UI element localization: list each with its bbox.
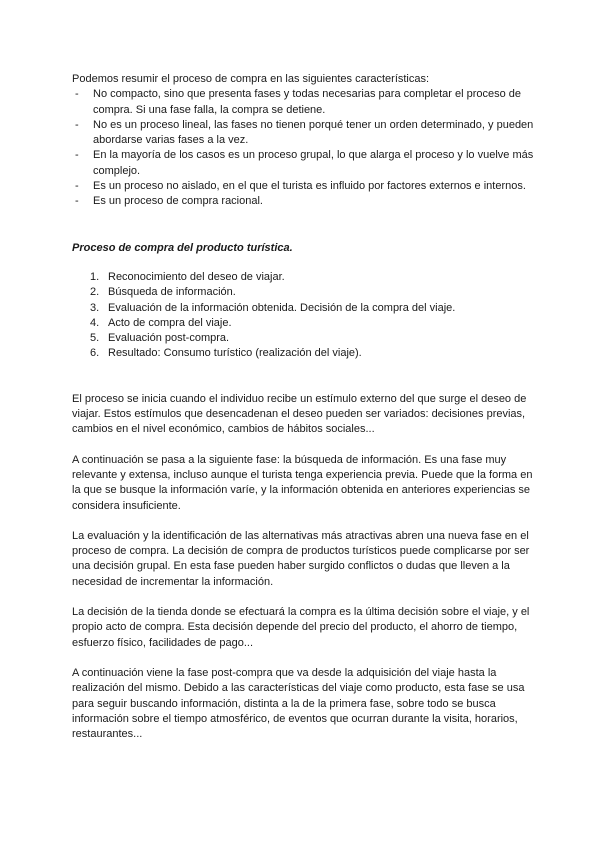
step-text: Reconocimiento del deseo de viajar. [108,270,285,283]
list-item: - Es un proceso de compra racional. [72,194,534,209]
step-number: 4. [90,316,100,329]
step-number: 6. [90,347,100,360]
step-text: Evaluación post-compra. [108,332,230,345]
step-text: Evaluación de la información obtenida. Decisión de la compra del viaje. [108,301,456,314]
step-item [72,331,534,346]
body-paragraph: La evaluación y la identificación de las alternativas más atractivas abren una nueva fase en el proceso de compra. La decisión de compra de productos turísticos puede complicarse por ser una decisión grupal. En esta fase pueden haber surgido conflictos o dudas que lleven a la necesidad de incrementar la información. [72,529,530,588]
purchase-steps-list [72,270,534,362]
step-number: 3. [90,301,100,314]
step-text: Búsqueda de información. [108,286,236,299]
body-paragraph: El proceso se inicia cuando el individuo recibe un estímulo externo del que surge el deseo de viajar. Estos estímulos que desencadenan el deseo pueden ser variados: decisiones previas, cambios en el nivel económico, cambios de hábitos sociales... [72,392,527,436]
list-item: - En la mayoría de los casos es un proceso grupal, lo que alarga el proceso y lo vuelve más complejo. [72,148,534,179]
step-item [72,285,534,300]
body-paragraph: A continuación se pasa a la siguiente fase: la búsqueda de información. Es una fase muy relevante y extensa, incluso aunque el turista tenga experiencia previa. Puede que la forma en la que se busque la información varíe, y la información obtenida en anteriores experiencias se considera insuficiente. [72,453,533,512]
step-item [72,316,534,331]
step-number: 1. [90,270,100,283]
step-item [72,270,534,285]
list-item: - No es un proceso lineal, las fases no tienen porqué tener un orden determinado, y pueden abordarse varias fases a la vez. [72,118,534,149]
step-text: Resultado: Consumo turístico (realización del viaje). [108,347,362,360]
list-item: - No compacto, sino que presenta fases y todas necesarias para completar el proceso de compra. Si una fase falla, la compra se detiene. [72,87,534,118]
step-number: 2. [90,286,100,299]
section-heading: Proceso de compra del producto turística. [72,241,293,254]
step-item [72,301,534,316]
step-text: Acto de compra del viaje. [108,316,232,329]
document-page [72,72,534,742]
step-number: 5. [90,332,100,345]
body-paragraph: A continuación viene la fase post-compra que va desde la adquisición del viaje hasta la realización del mismo. Debido a las características del viaje como producto, esta fase se usa para seguir buscando información, distinta a la de la primera fase, sobre todo se busca información sobre el tiempo atmosférico, de eventos que ocurran durante la visita, horarios, restaurantes... [72,666,525,741]
intro-text: Podemos resumir el proceso de compra en las siguientes características: [72,73,430,85]
step-item [72,346,534,361]
body-paragraph: La decisión de la tienda donde se efectuará la compra es la última decisión sobre el viaje, y el propio acto de compra. Esta decisión depende del precio del producto, el ahorro de tiempo, esfuerzo físico, facilidades de pago... [72,606,530,649]
characteristics-list [72,87,534,209]
list-item: - Es un proceso no aislado, en el que el turista es influido por factores externos e internos. [72,179,534,194]
